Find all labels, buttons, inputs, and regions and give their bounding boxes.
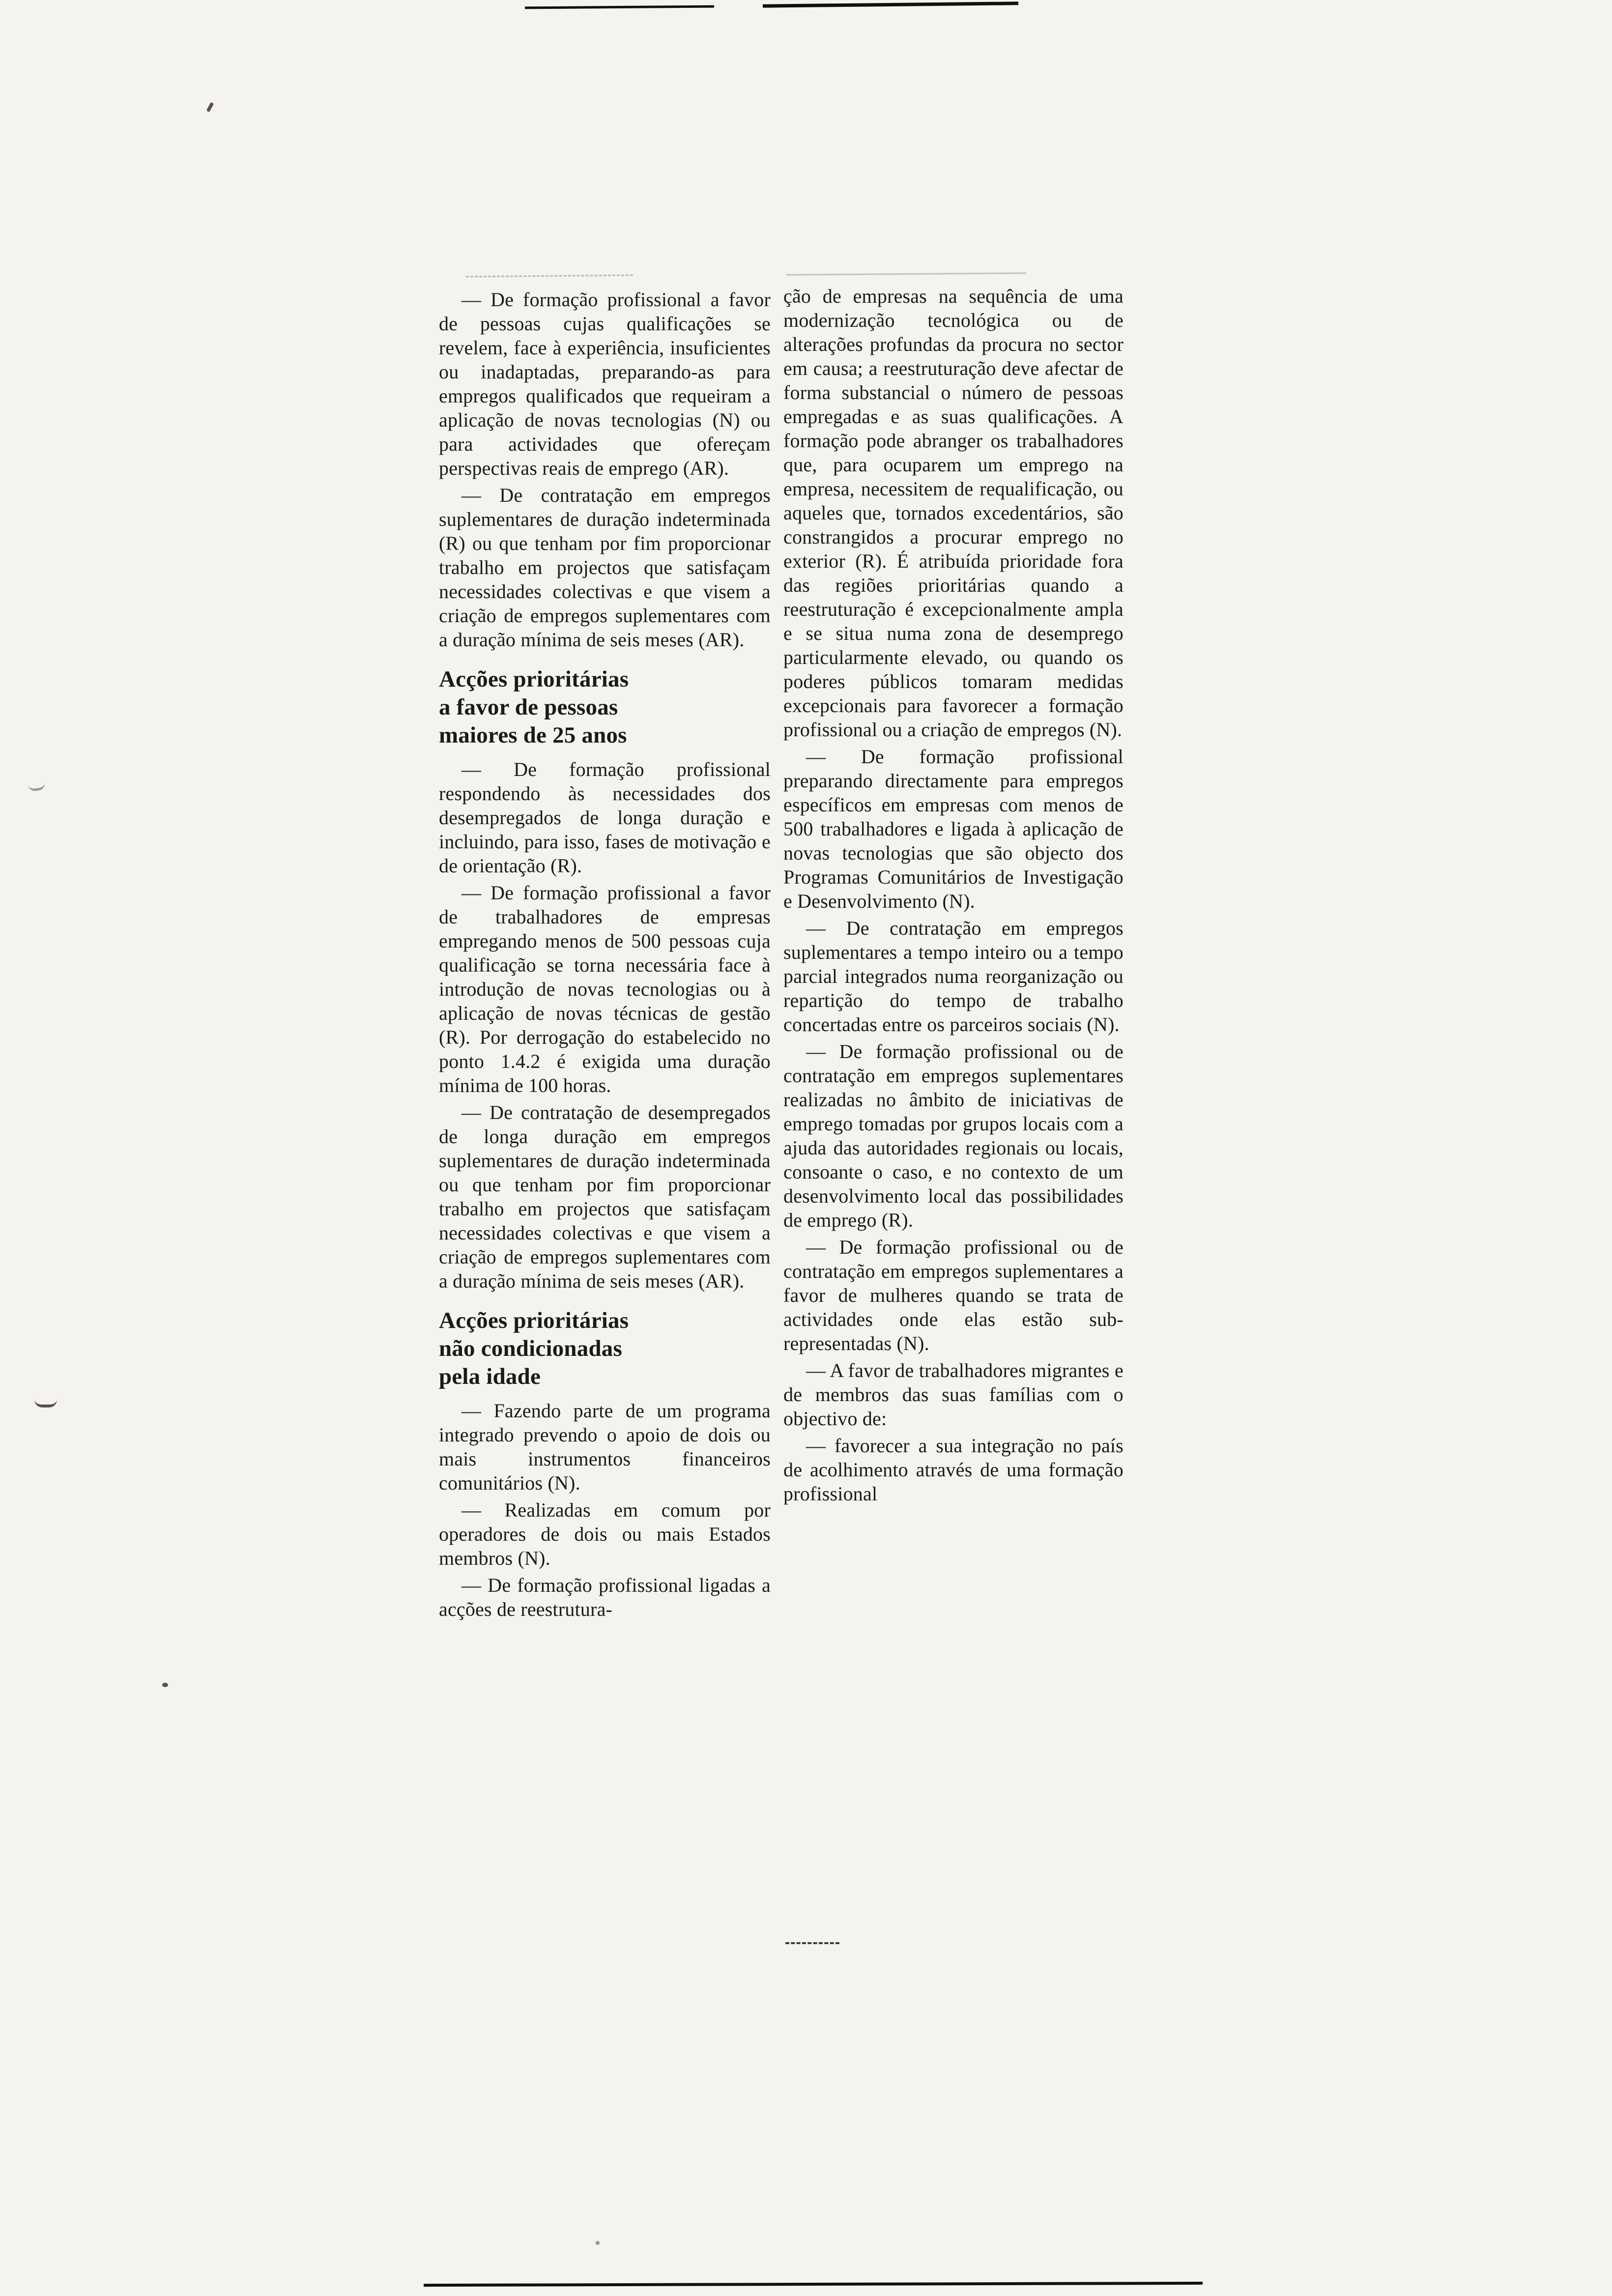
section-heading-over-25 [439, 665, 771, 749]
paragraph: — De formação profissional a favor de trabalhadores de empresas empregando menos de 500 pessoas cuja qualificação se torna necessária face à introdução de novas tecnologias ou à aplicação de novas técnicas de gestão (R). Por derrogação do estabelecido no ponto 1.4.2 é exigida uma duração mínima de 100 horas. [439, 882, 771, 1096]
scan-artifact-margin-dash [34, 1400, 57, 1407]
heading-line: maiores de 25 anos [439, 722, 627, 748]
paragraph: — De contratação de desempregados de longa duração em empregos suplementares de duração indeterminada ou que tenham por fim proporcionar trabalho em projectos que satisfaçam necessidades colectivas e que visem a criação de empregos suplementares com a duração mínima de seis meses (AR). [439, 1101, 771, 1292]
paragraph: — De formação profissional a favor de pessoas cujas qualificações se revelem, face à experiência, insuficientes ou inadaptadas, preparando-as para empregos qualificados que requeiram a aplicação de novas tecnologias (N) ou para actividades que ofereçam perspectivas reais de emprego (AR). [439, 288, 771, 479]
scan-artifact-strike-right [786, 272, 1026, 275]
scan-artifact-dot [162, 1683, 168, 1687]
paragraph: — De formação profissional ou de contratação em empregos suplementares a favor de mulheres quando se trata de actividades onde elas estão sub-representadas (N). [783, 1236, 1123, 1354]
scan-artifact-dashes [785, 1942, 839, 1944]
paragraph: — Fazendo parte de um programa integrado prevendo o apoio de dois ou mais instrumentos financeiros comunitários (N). [439, 1400, 771, 1494]
heading-line: Acções prioritárias [439, 666, 629, 692]
scan-artifact-dot-bottom [596, 2241, 600, 2245]
paragraph-continuation: ção de empresas na sequência de uma modernização tecnológica ou de alterações profundas da procura no sector em causa; a reestruturação deve afectar de forma substancial o número de pessoas empregadas e as suas qualificações. A formação pode abranger os trabalhadores que, para ocuparem um emprego na empresa, necessitem de requalificação, ou aqueles que, tornados excedentários, são constrangidos a procurar emprego no exterior (R). É atribuída prioridade fora das regiões prioritárias quando a reestruturação é excepcionalmente ampla e se situa numa zona de desemprego particularmente elevado, ou quando os poderes públicos tomaram medidas excepcionais para favorecer a formação profissional ou a criação de empregos (N). [783, 285, 1123, 741]
scan-artifact-tick [206, 102, 214, 113]
heading-line: Acções prioritárias [439, 1308, 629, 1333]
paragraph: — De contratação em empregos suplementares de duração indeterminada (R) ou que tenham por fim proporcionar trabalho em projectos que satisfaçam necessidades colectivas e que visem a criação de empregos suplementares com a duração mínima de seis meses (AR). [439, 484, 771, 651]
paragraph: — De contratação em empregos suplementares a tempo inteiro ou a tempo parcial integrados numa reorganização ou repartição do tempo de trabalho concertadas entre os parceiros sociais (N). [783, 917, 1123, 1035]
paragraph: — favorecer a sua integração no país de acolhimento através de uma formação profissional [783, 1435, 1123, 1505]
heading-line: não condicionadas [439, 1336, 622, 1361]
section-heading-no-age-condition [439, 1307, 771, 1391]
paragraph: — De formação profissional respondendo às necessidades dos desempregados de longa duração e incluindo, para isso, fases de motivação e de orientação (R). [439, 758, 771, 877]
top-rule-right [763, 1, 1018, 7]
paragraph: — De formação profissional preparando directamente para empregos específicos em empresas com menos de 500 trabalhadores e ligada à aplicação de novas tecnologias que são objecto dos Programas Comunitários de Investigação e Desenvolvimento (N). [783, 746, 1123, 912]
paragraph: — A favor de trabalhadores migrantes e de membros das suas famílias com o objectivo de: [783, 1359, 1123, 1430]
paragraph: — De formação profissional ligadas a acções de reestrutura- [439, 1574, 771, 1620]
right-column [783, 284, 1123, 1509]
left-column [439, 287, 771, 1624]
scan-artifact-margin-mark [28, 782, 46, 792]
top-rule-left [525, 5, 714, 9]
heading-line: pela idade [439, 1364, 541, 1389]
scan-artifact-strike-left [466, 275, 633, 278]
heading-line: a favor de pessoas [439, 694, 618, 720]
paragraph: — Realizadas em comum por operadores de dois ou mais Estados membros (N). [439, 1499, 771, 1569]
bottom-rule [424, 2282, 1203, 2287]
paragraph: — De formação profissional ou de contratação em empregos suplementares realizadas no âmbito de iniciativas de emprego tomadas por grupos locais com a ajuda das autoridades regionais ou locais, consoante o caso, e no contexto de um desenvolvimento local das possibilidades de emprego (R). [783, 1040, 1123, 1231]
